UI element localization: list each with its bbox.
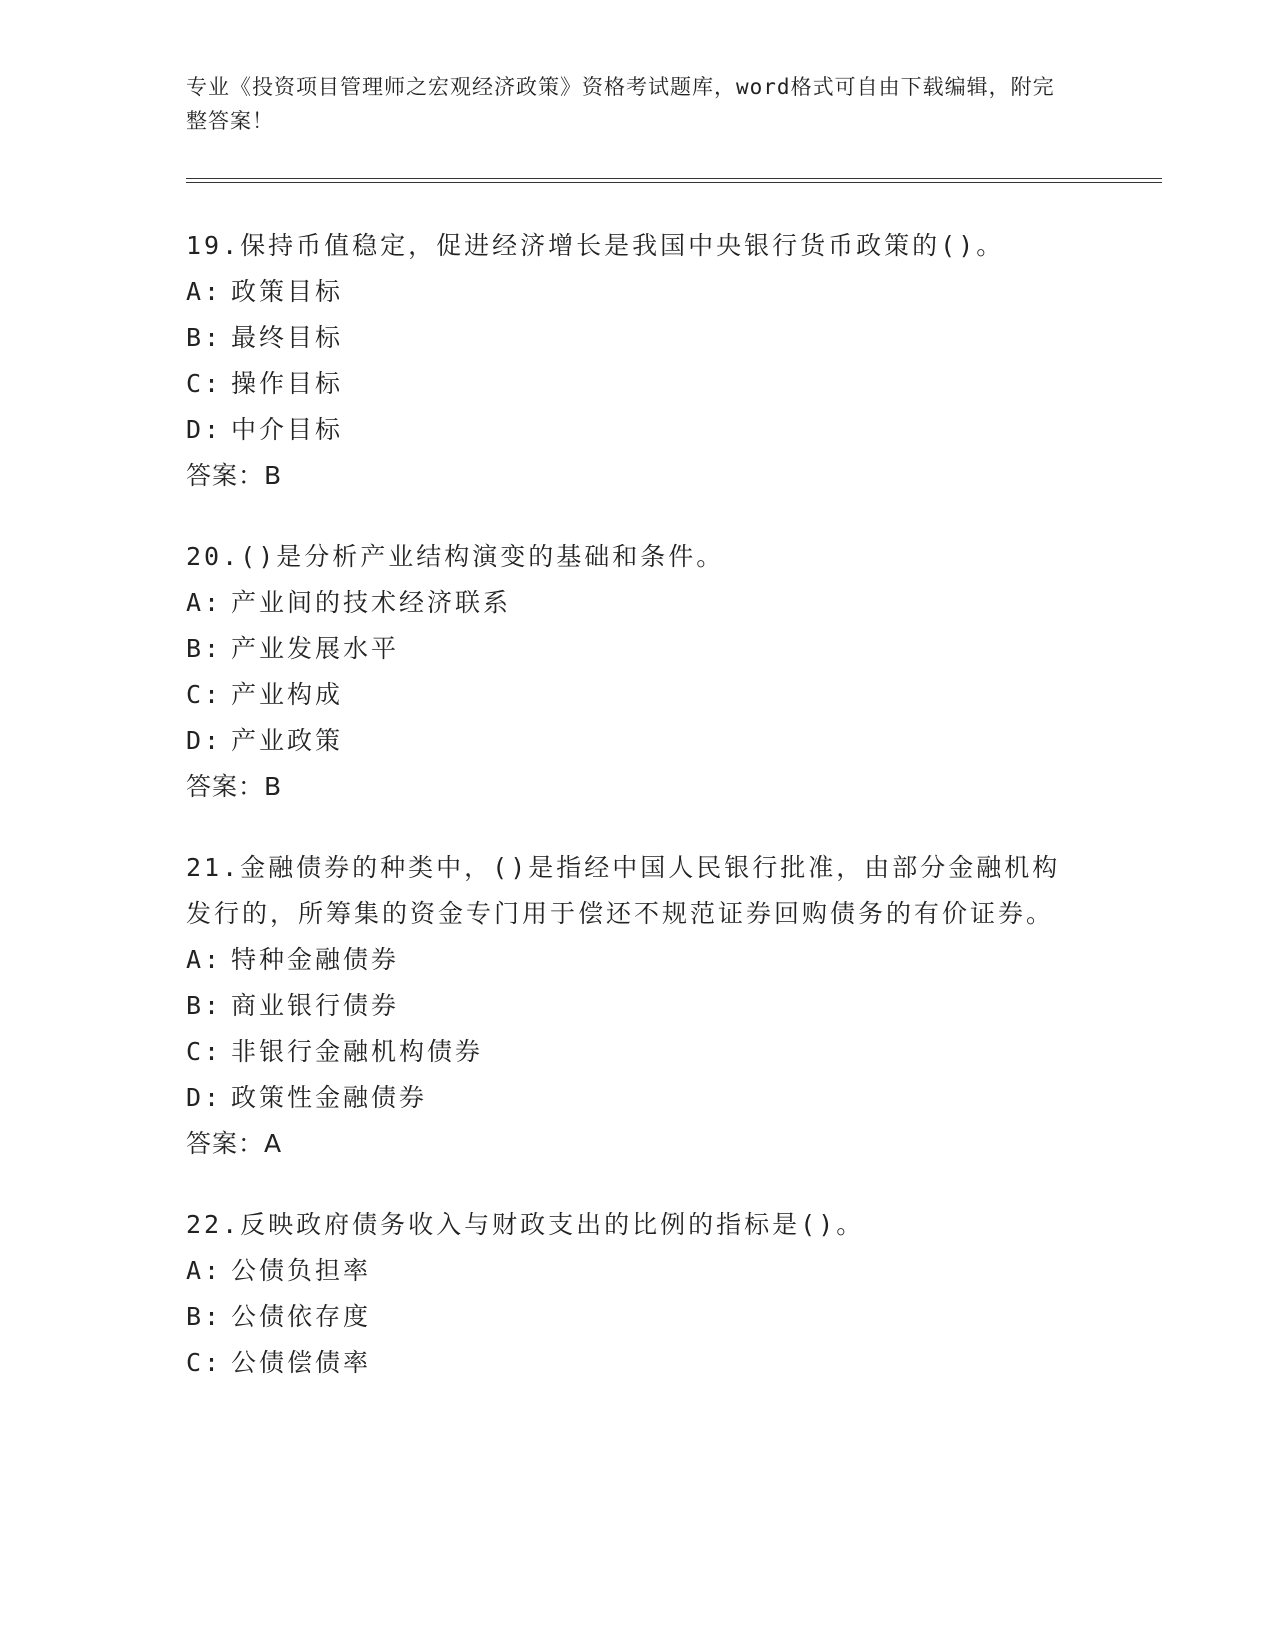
- option-a: [186, 580, 1166, 626]
- option-c: [186, 672, 1166, 718]
- option-letter: A:: [186, 1256, 223, 1285]
- option-text: 公债依存度: [231, 1302, 372, 1331]
- question-20: [186, 534, 1166, 810]
- question-22: [186, 1202, 1166, 1386]
- option-letter: C:: [186, 1037, 223, 1066]
- option-text: 中介目标: [231, 415, 344, 444]
- answer-line: 答案：B: [186, 772, 283, 801]
- document-page: [186, 70, 1166, 1421]
- option-text: 公债负担率: [231, 1256, 372, 1285]
- question-stem: 21.金融债券的种类中，()是指经中国人民银行批准，由部分金融机构发行的，所筹集的资金专门用于偿还不规范证券回购债务的有价证券。: [186, 853, 1061, 928]
- option-letter: A:: [186, 277, 223, 306]
- option-c: [186, 1340, 1166, 1386]
- option-c: [186, 1029, 1166, 1075]
- option-text: 特种金融债券: [231, 945, 400, 974]
- option-letter: B:: [186, 634, 223, 663]
- question-list: [186, 223, 1166, 1386]
- option-letter: B:: [186, 991, 223, 1020]
- question-stem: 22.反映政府债务收入与财政支出的比例的指标是()。: [186, 1210, 865, 1239]
- option-letter: D:: [186, 726, 223, 755]
- option-a: [186, 269, 1166, 315]
- answer-line: 答案：B: [186, 461, 283, 490]
- option-letter: C:: [186, 369, 223, 398]
- option-b: [186, 315, 1166, 361]
- question-stem: 19.保持币值稳定，促进经济增长是我国中央银行货币政策的()。: [186, 231, 1005, 260]
- option-a: [186, 937, 1166, 983]
- document-header: 专业《投资项目管理师之宏观经济政策》资格考试题库，word格式可自由下载编辑，附完整答案！: [186, 75, 1055, 133]
- question-21: [186, 845, 1166, 1167]
- option-d: [186, 1075, 1166, 1121]
- option-b: [186, 626, 1166, 672]
- option-letter: C:: [186, 680, 223, 709]
- option-d: [186, 718, 1166, 764]
- option-letter: A:: [186, 588, 223, 617]
- option-letter: A:: [186, 945, 223, 974]
- option-text: 政策目标: [231, 277, 344, 306]
- question-19: [186, 223, 1166, 499]
- question-stem: 20.()是分析产业结构演变的基础和条件。: [186, 542, 725, 571]
- header-divider: [186, 178, 1162, 183]
- option-text: 产业构成: [231, 680, 344, 709]
- option-letter: B:: [186, 1302, 223, 1331]
- option-text: 商业银行债券: [231, 991, 400, 1020]
- option-text: 产业政策: [231, 726, 344, 755]
- option-text: 产业间的技术经济联系: [231, 588, 512, 617]
- option-text: 公债偿债率: [231, 1348, 372, 1377]
- option-text: 产业发展水平: [231, 634, 400, 663]
- option-c: [186, 361, 1166, 407]
- option-a: [186, 1248, 1166, 1294]
- option-d: [186, 407, 1166, 453]
- answer-line: 答案：A: [186, 1129, 283, 1158]
- option-letter: D:: [186, 1083, 223, 1112]
- option-b: [186, 983, 1166, 1029]
- option-text: 政策性金融债券: [231, 1083, 428, 1112]
- option-text: 操作目标: [231, 369, 344, 398]
- option-b: [186, 1294, 1166, 1340]
- option-letter: C:: [186, 1348, 223, 1377]
- option-text: 最终目标: [231, 323, 344, 352]
- option-letter: D:: [186, 415, 223, 444]
- option-letter: B:: [186, 323, 223, 352]
- option-text: 非银行金融机构债券: [231, 1037, 484, 1066]
